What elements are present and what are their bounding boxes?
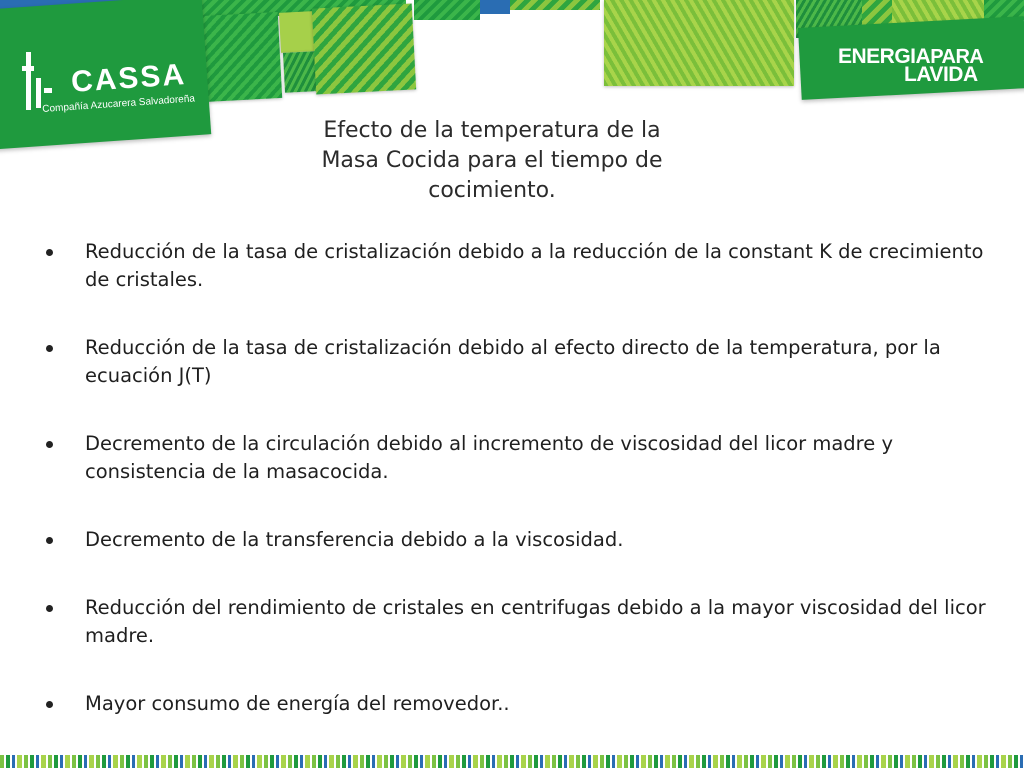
header-tile [312,3,416,94]
bullet-dot-icon [46,537,53,544]
brand-slogan-part: PARA [930,46,984,68]
bullet-text: Decremento de la transferencia debido a la viscosidad. [85,528,624,551]
header-tile [283,51,317,93]
bullet-item [46,430,986,486]
footer-stripe [0,755,1024,768]
logo-subtitle: Compañía Azucarera Salvadoreña [42,93,196,115]
header-tile [480,0,510,14]
bullet-item [46,526,986,554]
bullet-item [46,334,986,390]
header-tile [414,0,480,20]
bullet-dot-icon [46,605,53,612]
bullet-item [46,690,986,718]
brand-slogan-part: ENERGIA [838,45,931,68]
bullet-text: Reducción de la tasa de cristalización debido a la reducción de la constant K de crecimiento de cristales. [85,240,984,291]
brand-slogan [838,45,984,86]
header-tile [200,12,282,102]
bullet-item [46,238,986,294]
bullet-list [46,238,986,718]
header-tile [604,0,794,86]
bullet-dot-icon [46,441,53,448]
header-tile [279,11,315,53]
bullet-item [46,594,986,650]
bullet-text: Reducción del rendimiento de cristales en centrifugas debido a la mayor viscosidad del licor madre. [85,596,986,647]
bullet-dot-icon [46,701,53,708]
slide-title: Efecto de la temperatura de la Masa Cocida para el tiempo de cocimiento. [321,118,663,203]
logo-wordmark: CASSA [70,57,188,99]
cassa-logo-icon [22,52,52,110]
header-tile [510,0,600,10]
bullet-text: Decremento de la circulación debido al incremento de viscosidad del licor madre y consistencia de la masacocida. [85,432,894,483]
bullet-dot-icon [46,249,53,256]
bullet-text: Reducción de la tasa de cristalización debido al efecto directo de la temperatura, por la ecuación J(T) [85,336,941,387]
bullet-text: Mayor consumo de energía del removedor.. [85,692,510,715]
bullet-dot-icon [46,345,53,352]
brand-slogan-part: LAVIDA [904,63,978,86]
